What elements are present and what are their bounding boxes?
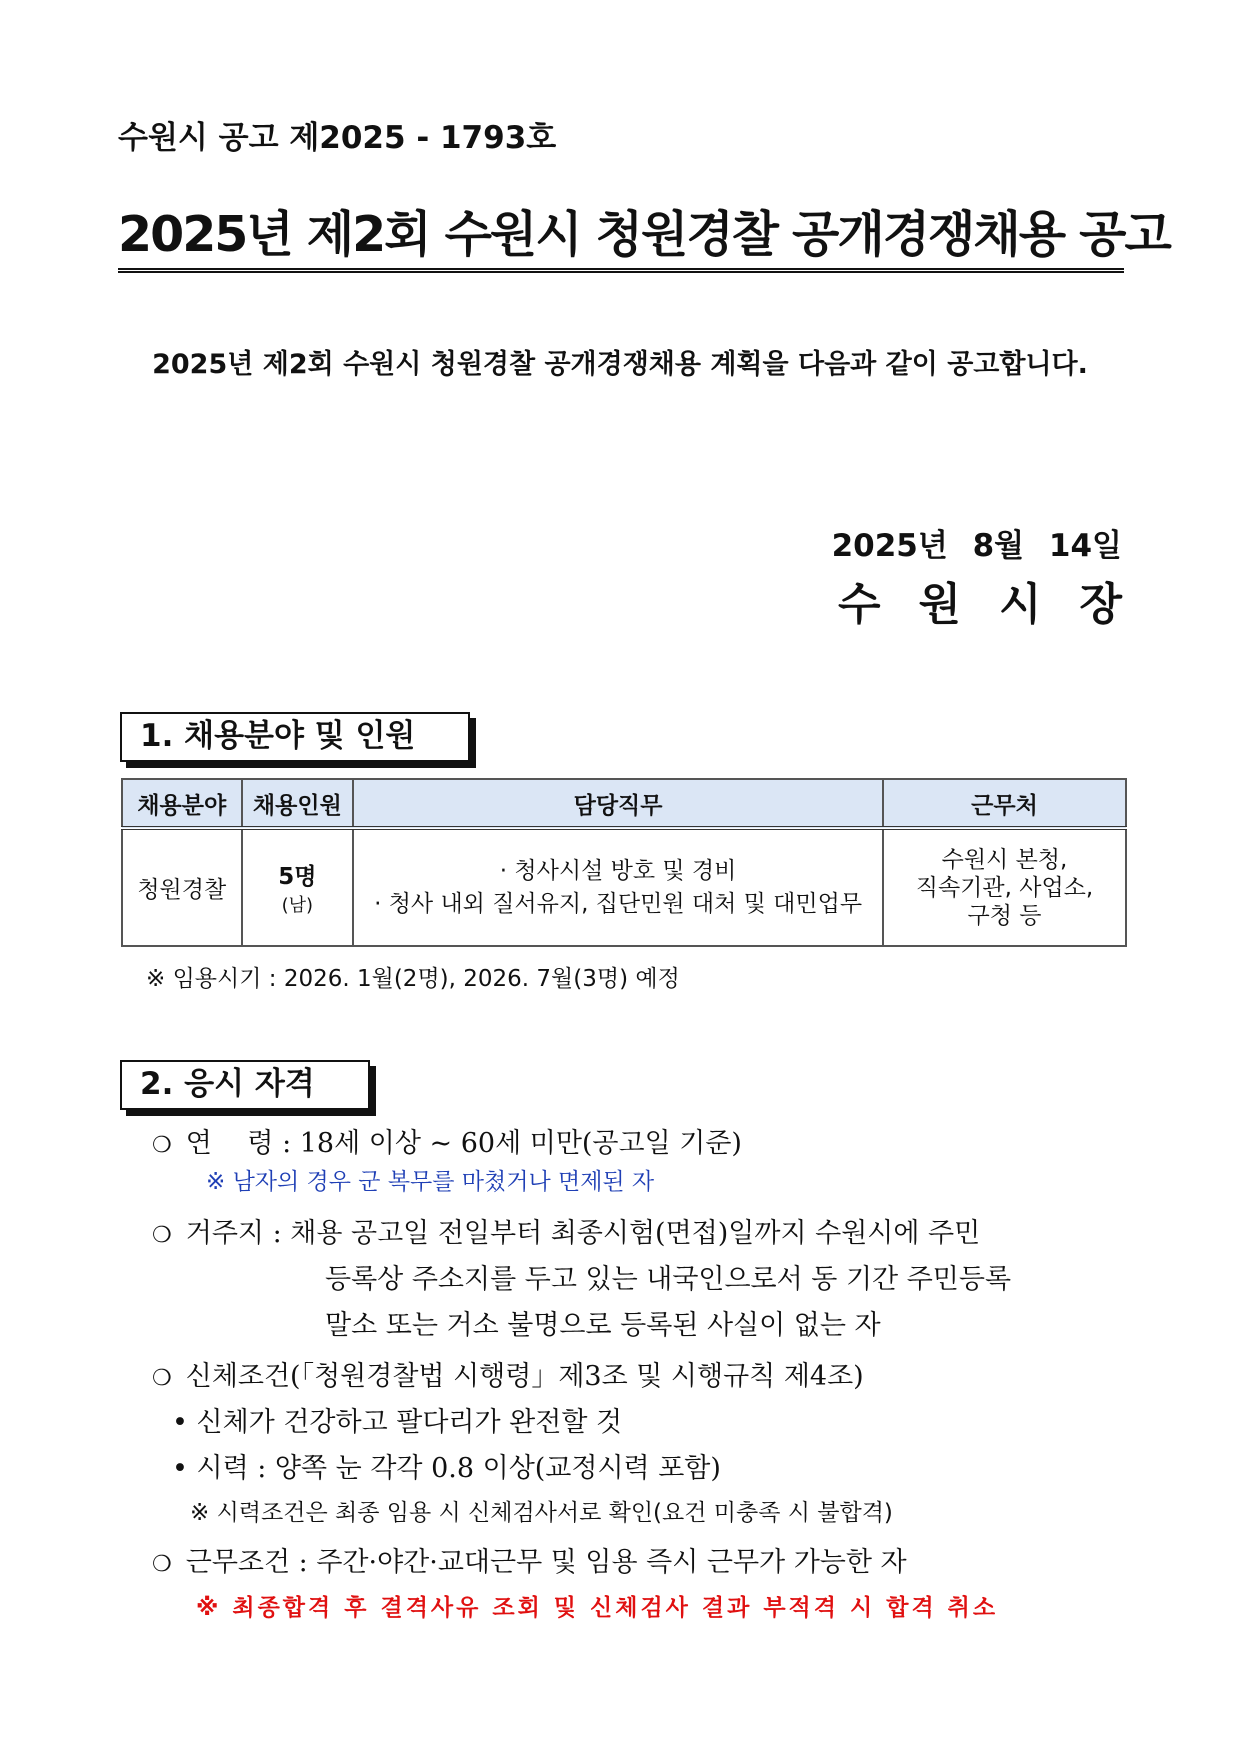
duty-cell bbox=[353, 828, 883, 946]
qualification-physical bbox=[152, 1354, 864, 1393]
final-warning-note: ※ 최종합격 후 결격사유 조회 및 신체검사 결과 부적격 시 합격 취소 bbox=[196, 1595, 999, 1621]
duty-item: · 청사 내외 질서유지, 집단민원 대처 및 대민업무 bbox=[374, 890, 863, 917]
qualification-residence bbox=[152, 1211, 980, 1250]
physical-item: • 신체가 건강하고 팔다리가 완전할 것 bbox=[172, 1407, 623, 1438]
issuer-name: 수원시장 bbox=[837, 579, 1160, 630]
vision-note: ※ 시력조건은 최종 임용 시 신체검사서로 확인(요건 미충족 시 불합격) bbox=[190, 1500, 893, 1526]
workplace-line: 수원시 본청, bbox=[941, 846, 1068, 873]
military-note: ※ 남자의 경우 군 복무를 마쳤거나 면제된 자 bbox=[206, 1169, 655, 1195]
qualification-work bbox=[152, 1540, 907, 1579]
age-text: 연 령 : 18세 이상 ~ 60세 미만(공고일 기준) bbox=[185, 1128, 742, 1159]
workplace-line: 구청 등 bbox=[967, 902, 1042, 929]
residence-line: 말소 또는 거소 불명으로 등록된 사실이 없는 자 bbox=[325, 1310, 881, 1341]
residence-line: 등록상 주소지를 두고 있는 내국인으로서 동 기간 주민등록 bbox=[325, 1264, 1012, 1295]
physical-text: 신체조건(「청원경찰법 시행령」제3조 및 시행규칙 제4조) bbox=[185, 1361, 864, 1392]
field-cell: 청원경찰 bbox=[122, 828, 242, 946]
workplace-cell bbox=[883, 828, 1126, 946]
section-heading-recruitment: 1. 채용분야 및 인원 bbox=[120, 712, 470, 762]
table-header-cell: 채용인원 bbox=[242, 779, 354, 828]
section-heading-qualification: 2. 응시 자격 bbox=[120, 1060, 370, 1110]
work-text: 근무조건 : 주간·야간·교대근무 및 임용 즉시 근무가 가능한 자 bbox=[185, 1547, 907, 1578]
table-row bbox=[122, 828, 1126, 946]
table-header-cell: 근무처 bbox=[883, 779, 1126, 828]
circle-bullet-icon: ❍ bbox=[152, 1133, 172, 1158]
table-header-row bbox=[122, 779, 1126, 828]
table-header-cell: 담당직무 bbox=[353, 779, 883, 828]
qualification-age bbox=[152, 1121, 742, 1160]
circle-bullet-icon: ❍ bbox=[152, 1552, 172, 1577]
workplace-line: 직속기관, 사업소, bbox=[915, 874, 1094, 901]
count-cell bbox=[242, 828, 354, 946]
appointment-period-note: ※ 임용시기 : 2026. 1월(2명), 2026. 7월(3명) 예정 bbox=[146, 966, 680, 992]
recruitment-table bbox=[121, 778, 1127, 947]
circle-bullet-icon: ❍ bbox=[152, 1366, 172, 1391]
residence-line: 거주지 : 채용 공고일 전일부터 최종시험(면접)일까지 수원시에 주민 bbox=[185, 1218, 981, 1249]
physical-item: • 시력 : 양쪽 눈 각각 0.8 이상(교정시력 포함) bbox=[172, 1453, 721, 1484]
circle-bullet-icon: ❍ bbox=[152, 1223, 172, 1248]
page-title: 2025년 제2회 수원시 청원경찰 공개경쟁채용 공고 bbox=[118, 208, 1124, 273]
table-header-cell: 채용분야 bbox=[122, 779, 242, 828]
duty-item: · 청사시설 방호 및 경비 bbox=[499, 857, 737, 884]
announcement-date: 2025년 8월 14일 bbox=[831, 528, 1122, 564]
count-gender: (남) bbox=[281, 895, 314, 916]
notice-number: 수원시 공고 제2025 - 1793호 bbox=[118, 120, 557, 156]
count-value: 5명 bbox=[278, 864, 317, 890]
page-subtitle: 2025년 제2회 수원시 청원경찰 공개경쟁채용 계획을 다음과 같이 공고합니다. bbox=[152, 349, 1088, 380]
